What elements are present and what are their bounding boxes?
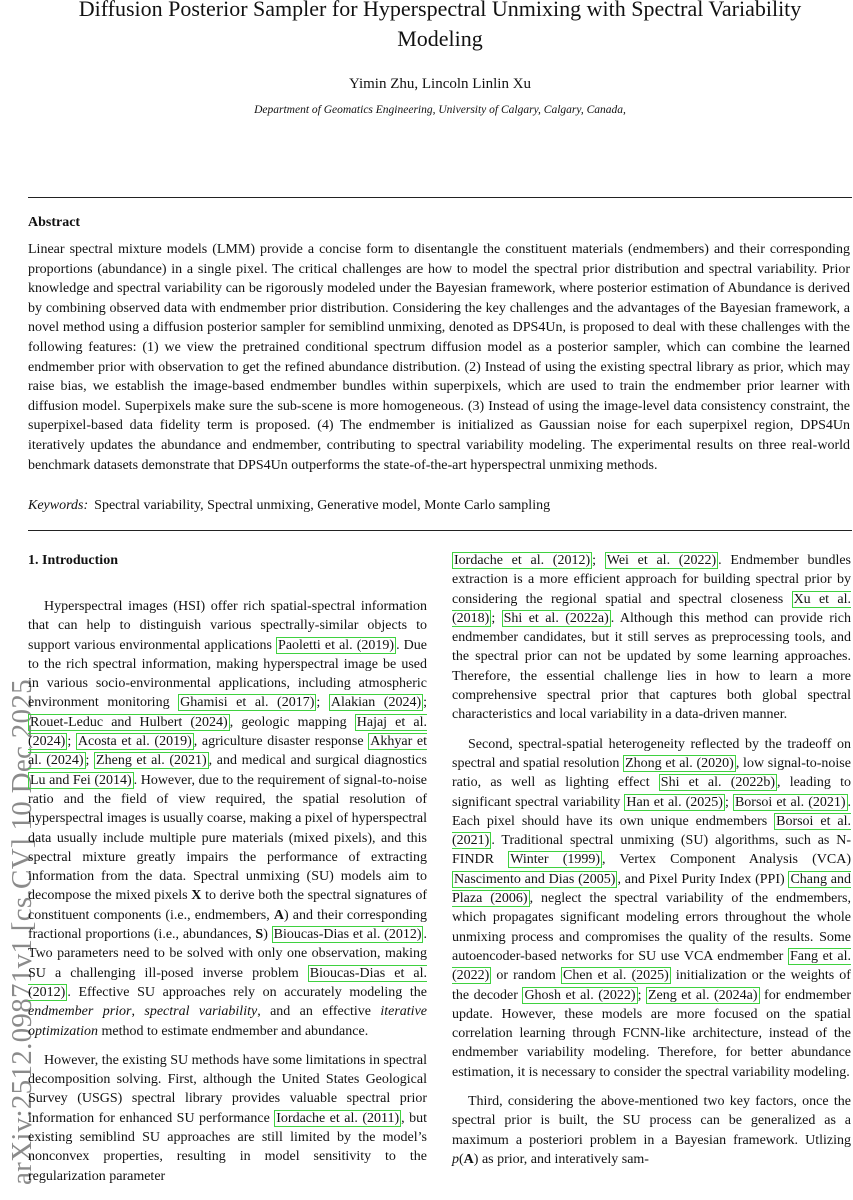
paper-title: Diffusion Posterior Sampler for Hyperspectral Unmixing with Spectral Variability Modeling: [78, 0, 802, 51]
citation-link[interactable]: Zheng et al. (2021): [96, 753, 207, 769]
intro-paragraph-3: Second, spectral-spatial heterogeneity reflected by the tradeoff on spectral and spatial resolution Zhong et al. (2020) , low signal-to-noise ratio, as well as lighting effect Shi et al. (2022b) , leading to significant spectral variability Han et al. (2025) ; Borsoi et al. (2021) . Each pixel should have its own unique endmembers Borsoi et al. (2021) . Traditional spectral unmixing (SU) algorithms, such as N-FINDR Winter (1999) , Vertex Component Analysis (VCA) Nascimento and Dias (2005) , and Pixel Purity Index (PPI) Chang and Plaza (2006) , neglect the spectral variability of the endmembers, which propagates significant modeling errors throughout the whole unmixing process and compromises the quality of the results. Some autoencoder-based networks for SU use VCA endmember Fang et al. (2022) or random Chen et al. (2025) initialization or the weights of the decoder Ghosh et al. (2022) ; Zeng et al. (2024a) for endmember update. However, these models are more focused on the spatial correlation learning through FCNN-like architecture, instead of the endmember variability modeling. Therefore, for better abundance estimation, it is necessary to consider the spectral variability modeling.: [452, 736, 852, 1080]
abstract-text: Linear spectral mixture models (LMM) provide a concise form to disentangle the constituent materials (endmembers) and their corresponding proportions (abundance) in a single pixel. The critical challenges are how to model the spectral prior distribution and spectral variability. Prior knowledge and spectral variability can be rigorously modeled under the Bayesian framework, where posterior estimation of Abundance is derived by combining observed data with endmember prior distribution. Considering the key challenges and the advantages of the Bayesian framework, a novel method using a diffusion posterior sampler for semiblind unmixing, denoted as DPS4Un, is proposed to deal with these challenges with the following features: (1) we view the pretrained conditional spectrum diffusion model as a posterior sampler, which can combine the learned endmember prior with observation to get the refined abundance distribution. (2) Instead of using the existing spectral library as prior, which may raise bias, we establish the image-based endmember bundles within superpixels, which are used to train the endmember prior learner with diffusion model. Superpixels make sure the sub-scene is more homogeneous. (3) Instead of using the image-level data consistency constraint, the superpixel-based data fidelity term is proposed. (4) The endmember is initialized as Gaussian noise for each superpixel region, DPS4Un iteratively updates the abundance and endmember, contributing to spectral variability modeling. The experimental results on three real-world benchmark datasets demonstrate that DPS4Un outperforms the state-of-the-art hyperspectral unmixing methods.: [28, 242, 850, 473]
section-heading-introduction: 1. Introduction: [28, 553, 118, 568]
bottom-rule: [28, 530, 852, 531]
citation-link[interactable]: Hajaj et al. (2024): [28, 714, 427, 750]
keywords: [28, 498, 850, 514]
citation-link[interactable]: Xu et al. (2018): [452, 591, 851, 626]
keywords-label: Keywords:: [28, 498, 89, 513]
abstract-heading: Abstract: [28, 215, 81, 230]
citation-link[interactable]: Bioucas-Dias et al. (2012): [28, 965, 428, 1000]
citation-link[interactable]: Nascimento and Dias (2005): [454, 871, 616, 887]
affiliation: Department of Geomatics Engineering, University of Calgary, Calgary, Canada,: [254, 104, 626, 116]
citation-link[interactable]: Zeng et al. (2024a): [647, 987, 758, 1003]
top-rule: [28, 197, 852, 198]
citation-link[interactable]: Alakian (2024): [330, 695, 422, 711]
intro-paragraph-4: Third, considering the above-mentioned two key factors, once the spectral prior is built, the SU process can be generalized as a maximum a posteriori problem in a Bayesian framework. Utlizing p(A) as prior, and interatively sam-: [452, 1094, 851, 1167]
citation-link[interactable]: Ghamisi et al. (2017): [180, 695, 315, 711]
authors: Yimin Zhu, Lincoln Linlin Xu: [348, 76, 532, 92]
citation-link[interactable]: Borsoi et al. (2021): [452, 813, 852, 849]
citation-link[interactable]: Shi et al. (2022b): [660, 775, 776, 791]
citation-link[interactable]: Han et al. (2025): [626, 794, 723, 810]
citation-link[interactable]: Bioucas-Dias et al. (2012): [273, 927, 422, 943]
left-column: [28, 597, 427, 1186]
citation-link[interactable]: Wei et al. (2022): [606, 553, 717, 568]
citation-link[interactable]: Borsoi et al. (2021): [734, 794, 846, 810]
intro-paragraph-1: Hyperspectral images (HSI) offer rich spatial-spectral information that can help to distinguish various spectrally-similar objects to support various environmental applications Paoletti et al. (2019) . Due to the rich spectral information, making hyperspectral image be used in various socio-environmental applications, including atmospheric environment monitoring Ghamisi et al. (2017) ; Alakian (2024) ; Rouet-Leduc and Hulbert (2024) , geologic mapping Hajaj et al. (2024) ; Acosta et al. (2019) , agriculture disaster response Akhyar et al. (2024) ; Zheng et al. (2021) , and medical and surgical diagnostics Lu and Fei (2014) . However, due to the requirement of signal-to-noise ratio and the field of view required, the spatial resolution of hyperspectral images is usually coarse, making a pixel of hyperspectral data usually include multiple pure materials (mixed pixels), and this spectral mixture greatly impairs the performance of extracting information from the data. Spectral unmixing (SU) models aim to decompose the mixed pixels X to derive both the spectral signatures of constituent components (i.e., endmembers, A) and their corresponding fractional proportions (i.e., abundances, S) Bioucas-Dias et al. (2012) . Two parameters need to be solved with only one observation, making SU a challenging ill-posed inverse problem Bioucas-Dias et al. (2012) . Effective SU approaches rely on accurately modeling the endmember prior, spectral variability, and an effective iterative optimization method to estimate endmember and abundance.: [28, 599, 428, 1039]
citation-link[interactable]: Paoletti et al. (2019): [278, 637, 395, 653]
citation-link[interactable]: Ghosh et al. (2022): [524, 987, 636, 1003]
citation-link[interactable]: Rouet-Leduc and Hulbert (2024): [30, 714, 228, 730]
right-column: [452, 551, 851, 1169]
citation-link[interactable]: Iordache et al. (2011): [276, 1110, 400, 1126]
citation-link[interactable]: Iordache et al. (2012): [454, 553, 591, 568]
citation-link[interactable]: Akhyar et al. (2024): [28, 734, 427, 769]
keywords-text: Spectral variability, Spectral unmixing, Generative model, Monte Carlo sampling: [94, 498, 551, 513]
citation-link[interactable]: Lu and Fei (2014): [30, 772, 132, 788]
citation-link[interactable]: Winter (1999): [510, 852, 601, 868]
citation-link[interactable]: Zhong et al. (2020): [625, 755, 734, 771]
citation-link[interactable]: Acosta et al. (2019): [77, 734, 192, 750]
arxiv-identifier: arXiv:2512.09871v1 [cs.CV] 10 Dec 2025: [6, 679, 38, 1185]
citation-link[interactable]: Shi et al. (2022a): [503, 610, 609, 626]
citation-link[interactable]: Chen et al. (2025): [563, 968, 669, 984]
citation-link[interactable]: Chang and Plaza (2006): [452, 871, 852, 907]
intro-paragraph-2: However, the existing SU methods have some limitations in spectral decomposition solving. First, although the United States Geological Survey (USGS) spectral library provides valuable spectral prior information for enhanced SU performance Iordache et al. (2011) , but existing semiblind SU approaches are still limited by the model’s nonconvex properties, resulting in model sensitivity to the regularization parameter: [28, 1052, 427, 1184]
intro-paragraph-2-continued: Iordache et al. (2012) ; Wei et al. (2022) . Endmember bundles extraction is a more efficient approach for building spectral prior by considering the regional spatial and spectral closeness Xu et al. (2018) ; Shi et al. (2022a) . Although this method can provide rich endmember candidates, but it still serves as preprocessing tools, and the spectral prior can not be updated by some learning approaches. Therefore, the essential challenge lies in how to learn a more comprehensive spectral prior that captures both global spectral characteristics and local variability in a data-driven manner.: [452, 553, 852, 723]
citation-link[interactable]: Fang et al. (2022): [452, 948, 851, 984]
